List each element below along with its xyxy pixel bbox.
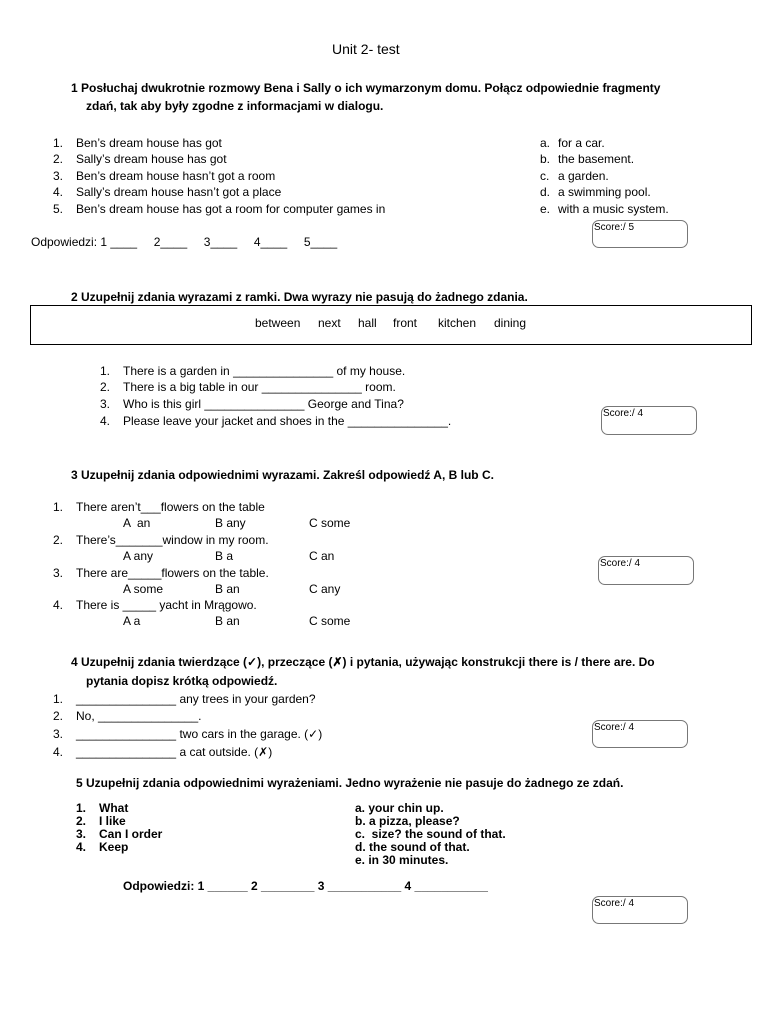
option-b[interactable]: B a (215, 549, 234, 563)
word-hall: hall (358, 316, 377, 330)
list-item-number: 4. (53, 598, 64, 612)
option-a[interactable]: A some (123, 582, 164, 596)
list-item: d. the sound of that. (355, 840, 470, 854)
option-a[interactable]: A an (123, 516, 151, 530)
list-item: e. in 30 minutes. (355, 853, 449, 867)
s2-score-box[interactable]: Score:/ 4 (601, 406, 697, 435)
list-item-letter: d. (540, 185, 551, 199)
list-item: There aren’t___flowers on the table (76, 500, 265, 514)
option-a[interactable]: A a (123, 614, 141, 628)
list-item: Who is this girl _______________ George and Tina? (123, 397, 404, 411)
list-item-number: 1. (53, 692, 64, 706)
s4-instruction-line2: pytania dopisz krótką odpowiedź. (86, 674, 278, 688)
list-item-number: 4. (53, 745, 64, 759)
list-item-number: 3. (53, 727, 64, 741)
list-item: There is _____ yacht in Mrągowo. (76, 598, 257, 612)
list-item: Sally’s dream house has got (76, 152, 227, 166)
list-item-number: 1. (53, 500, 64, 514)
list-item: a. your chin up. (355, 801, 444, 815)
option-c[interactable]: C some (309, 516, 351, 530)
option-b[interactable]: B an (215, 582, 240, 596)
word-between: between (255, 316, 301, 330)
list-item: _______________ a cat outside. (✗) (76, 745, 273, 759)
list-item: the basement. (558, 152, 635, 166)
list-item-letter: b. (540, 152, 551, 166)
s5-score-box[interactable]: Score:/ 4 (592, 896, 688, 924)
option-c[interactable]: C an (309, 549, 335, 563)
list-item: There is a garden in _______________ of my house. (123, 364, 406, 378)
s1-score-box[interactable]: Score:/ 5 (592, 220, 688, 248)
list-item: c. size? the sound of that. (355, 827, 506, 841)
list-item-number: 3. (76, 827, 87, 841)
list-item-number: 4. (100, 414, 111, 428)
list-item: for a car. (558, 136, 605, 150)
s1-instruction-line2: zdań, tak aby były zgodne z informacjami w dialogu. (86, 99, 384, 113)
list-item-number: 2. (76, 814, 87, 828)
s5-instruction: 5 Uzupełnij zdania odpowiednimi wyrażeniami. Jedno wyrażenie nie pasuje do żadnego ze zdań. (76, 776, 624, 790)
list-item: Ben’s dream house has got a room for computer games in (76, 202, 386, 216)
s4-instruction-line1: 4 Uzupełnij zdania twierdzące (✓), przeczące (✗) i pytania, używając konstrukcji there is / there are. Do (71, 655, 655, 669)
option-c[interactable]: C any (309, 582, 341, 596)
list-item-number: 4. (76, 840, 87, 854)
list-item-number: 2. (53, 152, 64, 166)
option-a[interactable]: A any (123, 549, 154, 563)
list-item-letter: c. (540, 169, 550, 183)
s1-instruction-line1: 1 Posłuchaj dwukrotnie rozmowy Bena i Sally o ich wymarzonym domu. Połącz odpowiednie fragmenty (71, 81, 661, 95)
list-item: What (99, 801, 129, 815)
list-item: Please leave your jacket and shoes in the _______________. (123, 414, 452, 428)
list-item: a swimming pool. (558, 185, 651, 199)
list-item: _______________ any trees in your garden? (76, 692, 316, 706)
list-item: Ben’s dream house hasn’t got a room (76, 169, 276, 183)
s5-answers: Odpowiedzi: 1 ______ 2 ________ 3 ___________ 4 ___________ (123, 879, 488, 893)
list-item: No, _______________. (76, 709, 202, 723)
list-item: a garden. (558, 169, 609, 183)
list-item-number: 3. (53, 169, 64, 183)
list-item-number: 4. (53, 185, 64, 199)
list-item-number: 1. (76, 801, 87, 815)
word-kitchen: kitchen (438, 316, 477, 330)
word-box (30, 305, 752, 345)
list-item: Can I order (99, 827, 163, 841)
s3-instruction: 3 Uzupełnij zdania odpowiednimi wyrazami. Zakreśl odpowiedź A, B lub C. (71, 468, 494, 482)
list-item: Ben’s dream house has got (76, 136, 222, 150)
list-item-number: 5. (53, 202, 64, 216)
list-item: _______________ two cars in the garage. (✓) (76, 727, 323, 741)
word-front: front (393, 316, 418, 330)
list-item: There are_____flowers on the table. (76, 566, 269, 580)
list-item-number: 2. (53, 533, 64, 547)
list-item-number: 3. (100, 397, 111, 411)
option-b[interactable]: B an (215, 614, 240, 628)
s4-score-box[interactable]: Score:/ 4 (592, 720, 688, 748)
s1-answers: Odpowiedzi: 1 ____ 2____ 3____ 4____ 5____ (31, 235, 338, 249)
list-item: Sally’s dream house hasn’t got a place (76, 185, 282, 199)
list-item: with a music system. (558, 202, 669, 216)
list-item-letter: a. (540, 136, 551, 150)
list-item-number: 1. (53, 136, 64, 150)
word-dining: dining (494, 316, 527, 330)
option-b[interactable]: B any (215, 516, 246, 530)
list-item-number: 1. (100, 364, 111, 378)
list-item: b. a pizza, please? (355, 814, 460, 828)
list-item-letter: e. (540, 202, 551, 216)
list-item: There is a big table in our _______________ room. (123, 380, 396, 394)
page-title: Unit 2- test (332, 41, 400, 57)
word-next: next (318, 316, 341, 330)
list-item: I like (99, 814, 126, 828)
list-item-number: 2. (53, 709, 64, 723)
list-item-number: 2. (100, 380, 111, 394)
list-item: Keep (99, 840, 129, 854)
option-c[interactable]: C some (309, 614, 351, 628)
s2-instruction: 2 Uzupełnij zdania wyrazami z ramki. Dwa wyrazy nie pasują do żadnego zdania. (71, 290, 528, 304)
list-item: There’s_______window in my room. (76, 533, 269, 547)
list-item-number: 3. (53, 566, 64, 580)
s3-score-box[interactable]: Score:/ 4 (598, 556, 694, 585)
